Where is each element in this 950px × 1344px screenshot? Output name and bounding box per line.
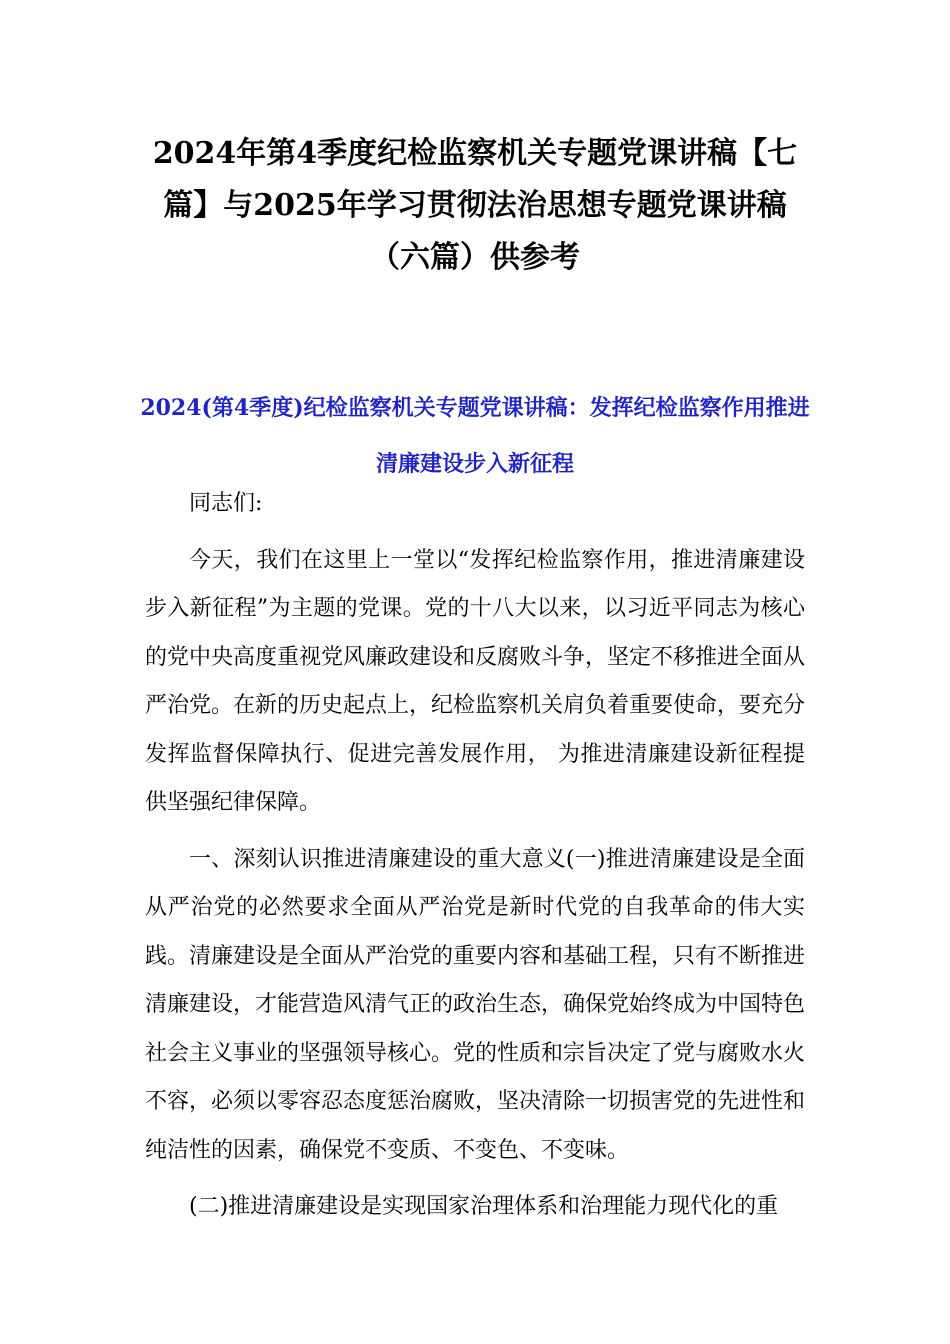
section-title: 2024(第4季度)纪检监察机关专题党课讲稿：发挥纪检监察作用推进清廉建设步入新征程	[140, 395, 810, 477]
document-title: 2024年第4季度纪检监察机关专题党课讲稿【七篇】与2025年学习贯彻法治思想专题党课讲稿（六篇）供参考	[152, 136, 798, 275]
section-one-paragraph: 一、深刻认识推进清廉建设的重大意义(一)推进清廉建设是全面从严治党的必然要求全面从严治党是新时代党的自我革命的伟大实践。清廉建设是全面从严治党的重要内容和基础工程，只有不断推进清廉建设，才能营造风清气正的政治生态，确保党始终成为中国特色社会主义事业的坚强领导核心。党的性质和宗旨决定了党与腐败水火不容，必须以零容忍态度惩治腐败，坚决清除一切损害党的先进性和纯洁性的因素，确保党不变质、不变色、不变味。	[145, 846, 806, 1163]
salutation-paragraph: 同志们:	[189, 491, 263, 516]
section-two-paragraph: (二)推进清廉建设是实现国家治理体系和治理能力现代化的重	[189, 1194, 779, 1219]
intro-paragraph: 今天，我们在这里上一堂以“发挥纪检监察作用，推进清廉建设步入新征程”为主题的党课。党的十八大以来，以习近平同志为核心的党中央高度重视党风廉政建设和反腐败斗争，坚定不移推进全面从严治党。在新的历史起点上，纪检监察机关肩负着重要使命，要充分发挥监督保障执行、促进完善发展作用， 为推进清廉建设新征程提供坚强纪律保障。	[145, 547, 806, 815]
document-body	[145, 480, 805, 1240]
